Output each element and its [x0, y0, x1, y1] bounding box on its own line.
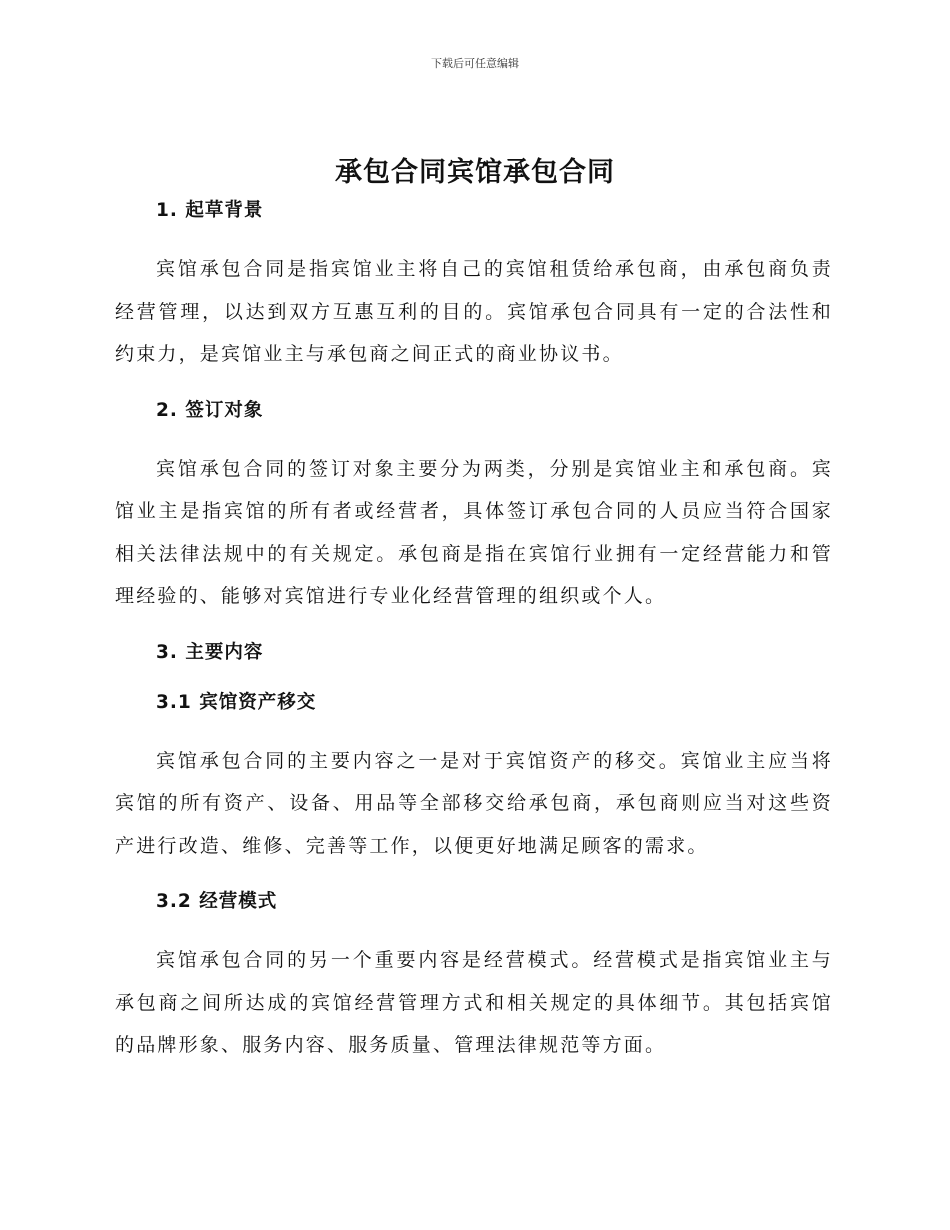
section-heading-3: 3. 主要内容	[156, 641, 264, 663]
document-body	[115, 196, 833, 1067]
document-title: 承包合同宾馆承包合同	[335, 157, 615, 188]
section-heading-3-1: 3.1 宾馆资产移交	[156, 691, 317, 713]
section-heading-1: 1. 起草背景	[156, 200, 264, 221]
header-note: 下载后可任意编辑	[431, 57, 519, 70]
section-paragraph-1: 宾馆承包合同是指宾馆业主将自己的宾馆租赁给承包商，由承包商负责经营管理，以达到双方互惠互利的目的。宾馆承包合同具有一定的合法性和约束力，是宾馆业主与承包商之间正式的商业协议书。	[115, 258, 833, 365]
section-paragraph-2: 宾馆承包合同的签订对象主要分为两类，分别是宾馆业主和承包商。宾馆业主是指宾馆的所有者或经营者，具体签订承包合同的人员应当符合国家相关法律法规中的有关规定。承包商是指在宾馆行业拥有一定经营能力和管理经验的、能够对宾馆进行专业化经营管理的组织或个人。	[115, 457, 833, 607]
section-paragraph-3-2: 宾馆承包合同的另一个重要内容是经营模式。经营模式是指宾馆业主与承包商之间所达成的宾馆经营管理方式和相关规定的具体细节。其包括宾馆的品牌形象、服务内容、服务质量、管理法律规范等方面。	[115, 949, 833, 1056]
section-paragraph-3-1: 宾馆承包合同的主要内容之一是对于宾馆资产的移交。宾馆业主应当将宾馆的所有资产、设备、用品等全部移交给承包商，承包商则应当对这些资产进行改造、维修、完善等工作，以便更好地满足顾客的需求。	[115, 749, 833, 857]
section-heading-2: 2. 签订对象	[156, 399, 264, 421]
section-heading-3-2: 3.2 经营模式	[156, 891, 278, 912]
